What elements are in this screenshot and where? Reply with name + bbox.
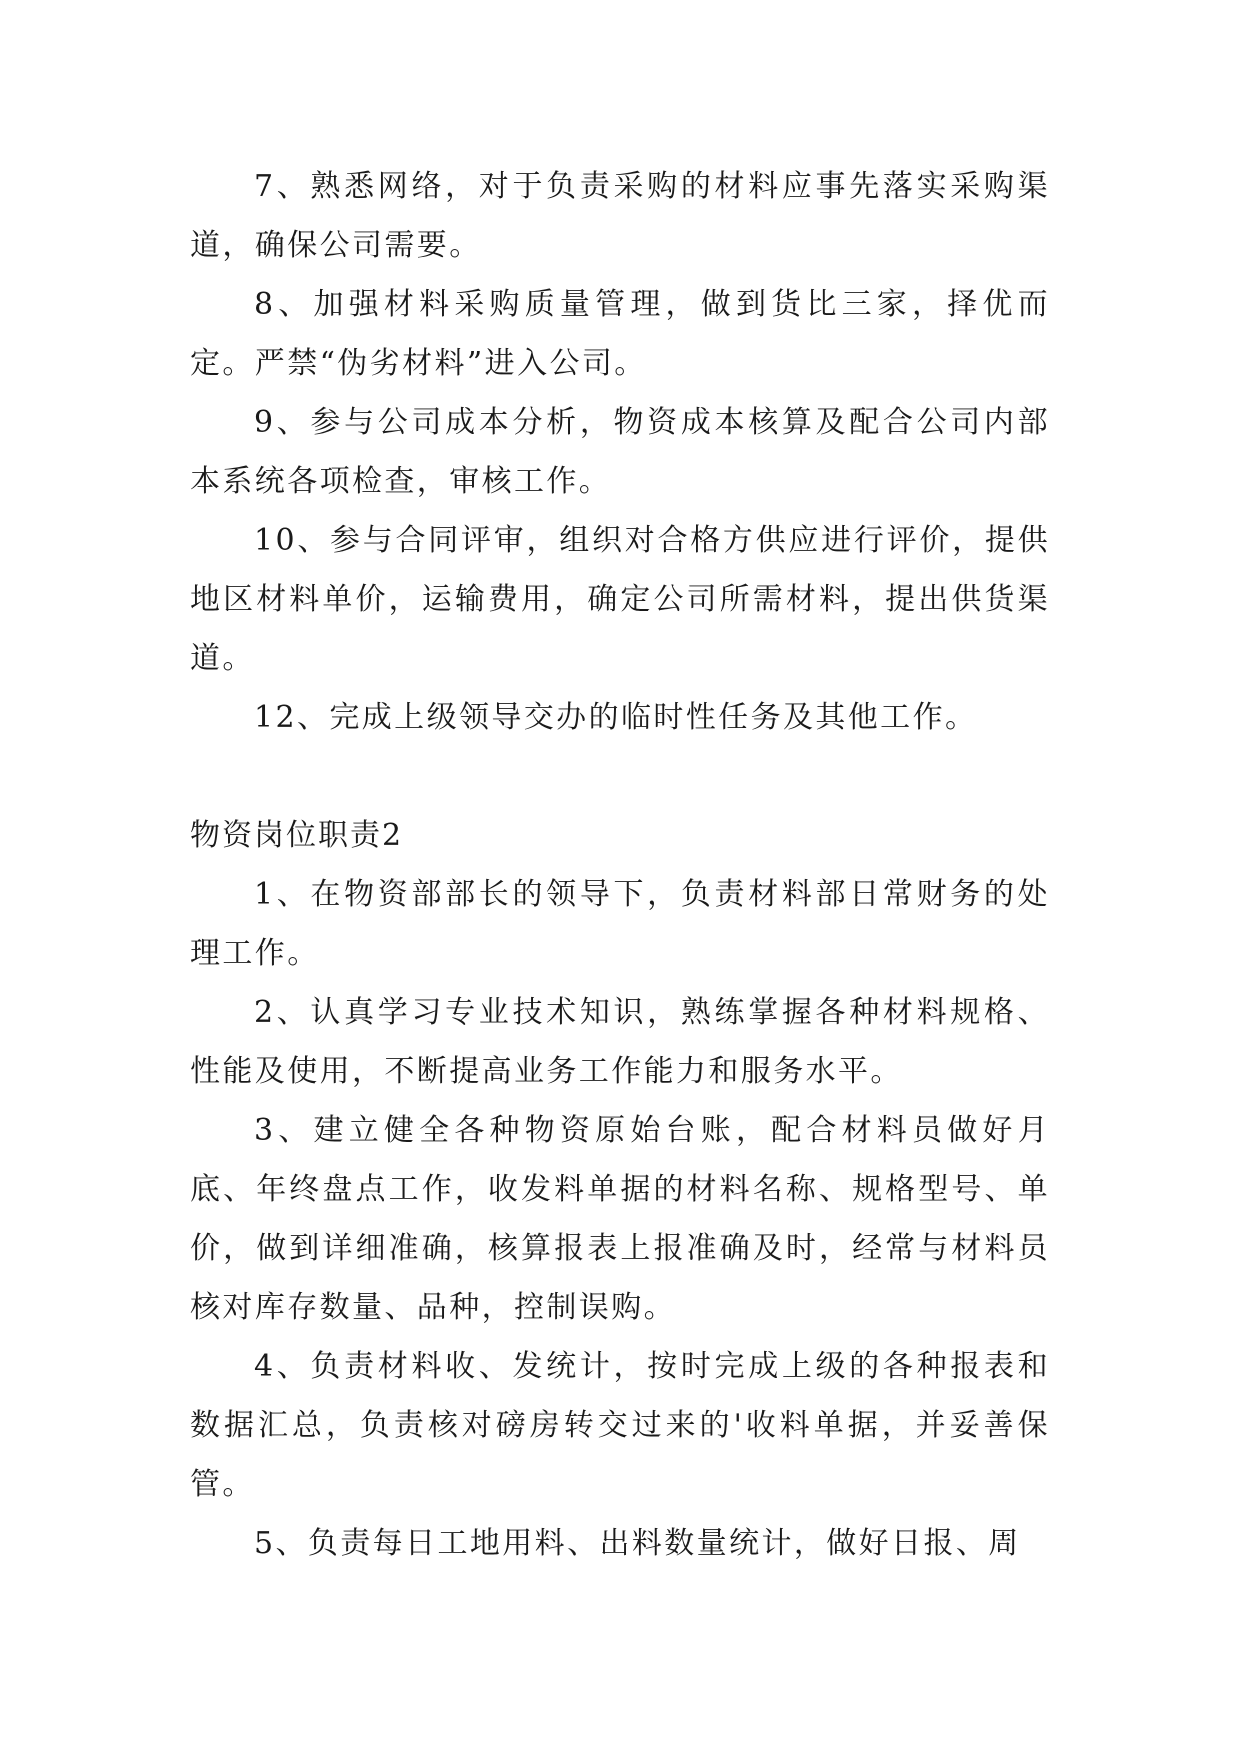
paragraph-item-9: 9、参与公司成本分析，物资成本核算及配合公司内部本系统各项检查，审核工作。	[190, 405, 1050, 499]
paragraph-item-3: 3、建立健全各种物资原始台账，配合材料员做好月底、年终盘点工作，收发料单据的材料名称、规格型号、单价，做到详细准确，核算报表上报准确及时，经常与材料员核对库存数量、品种，控制误购。	[190, 1113, 1050, 1325]
section-heading: 物资岗位职责2	[190, 818, 404, 853]
paragraph-item-1: 1、在物资部部长的领导下，负责材料部日常财务的处理工作。	[190, 877, 1050, 971]
paragraph-item-2: 2、认真学习专业技术知识，熟练掌握各种材料规格、性能及使用，不断提高业务工作能力和服务水平。	[190, 995, 1050, 1089]
paragraph-item-12: 12、完成上级领导交办的临时性任务及其他工作。	[254, 700, 978, 735]
paragraph-item-10: 10、参与合同评审，组织对合格方供应进行评价，提供地区材料单价，运输费用，确定公司所需材料，提出供货渠道。	[190, 523, 1050, 676]
paragraph-item-5: 5、负责每日工地用料、出料数量统计，做好日报、周	[254, 1526, 1021, 1561]
document-body	[190, 157, 1050, 1573]
paragraph-item-4: 4、负责材料收、发统计，按时完成上级的各种报表和数据汇总，负责核对磅房转交过来的'收料单据，并妥善保管。	[190, 1349, 1050, 1502]
paragraph-item-7: 7、熟悉网络，对于负责采购的材料应事先落实采购渠道，确保公司需要。	[190, 169, 1050, 263]
paragraph-item-8: 8、加强材料采购质量管理，做到货比三家，择优而定。严禁“伪劣材料”进入公司。	[190, 287, 1050, 381]
